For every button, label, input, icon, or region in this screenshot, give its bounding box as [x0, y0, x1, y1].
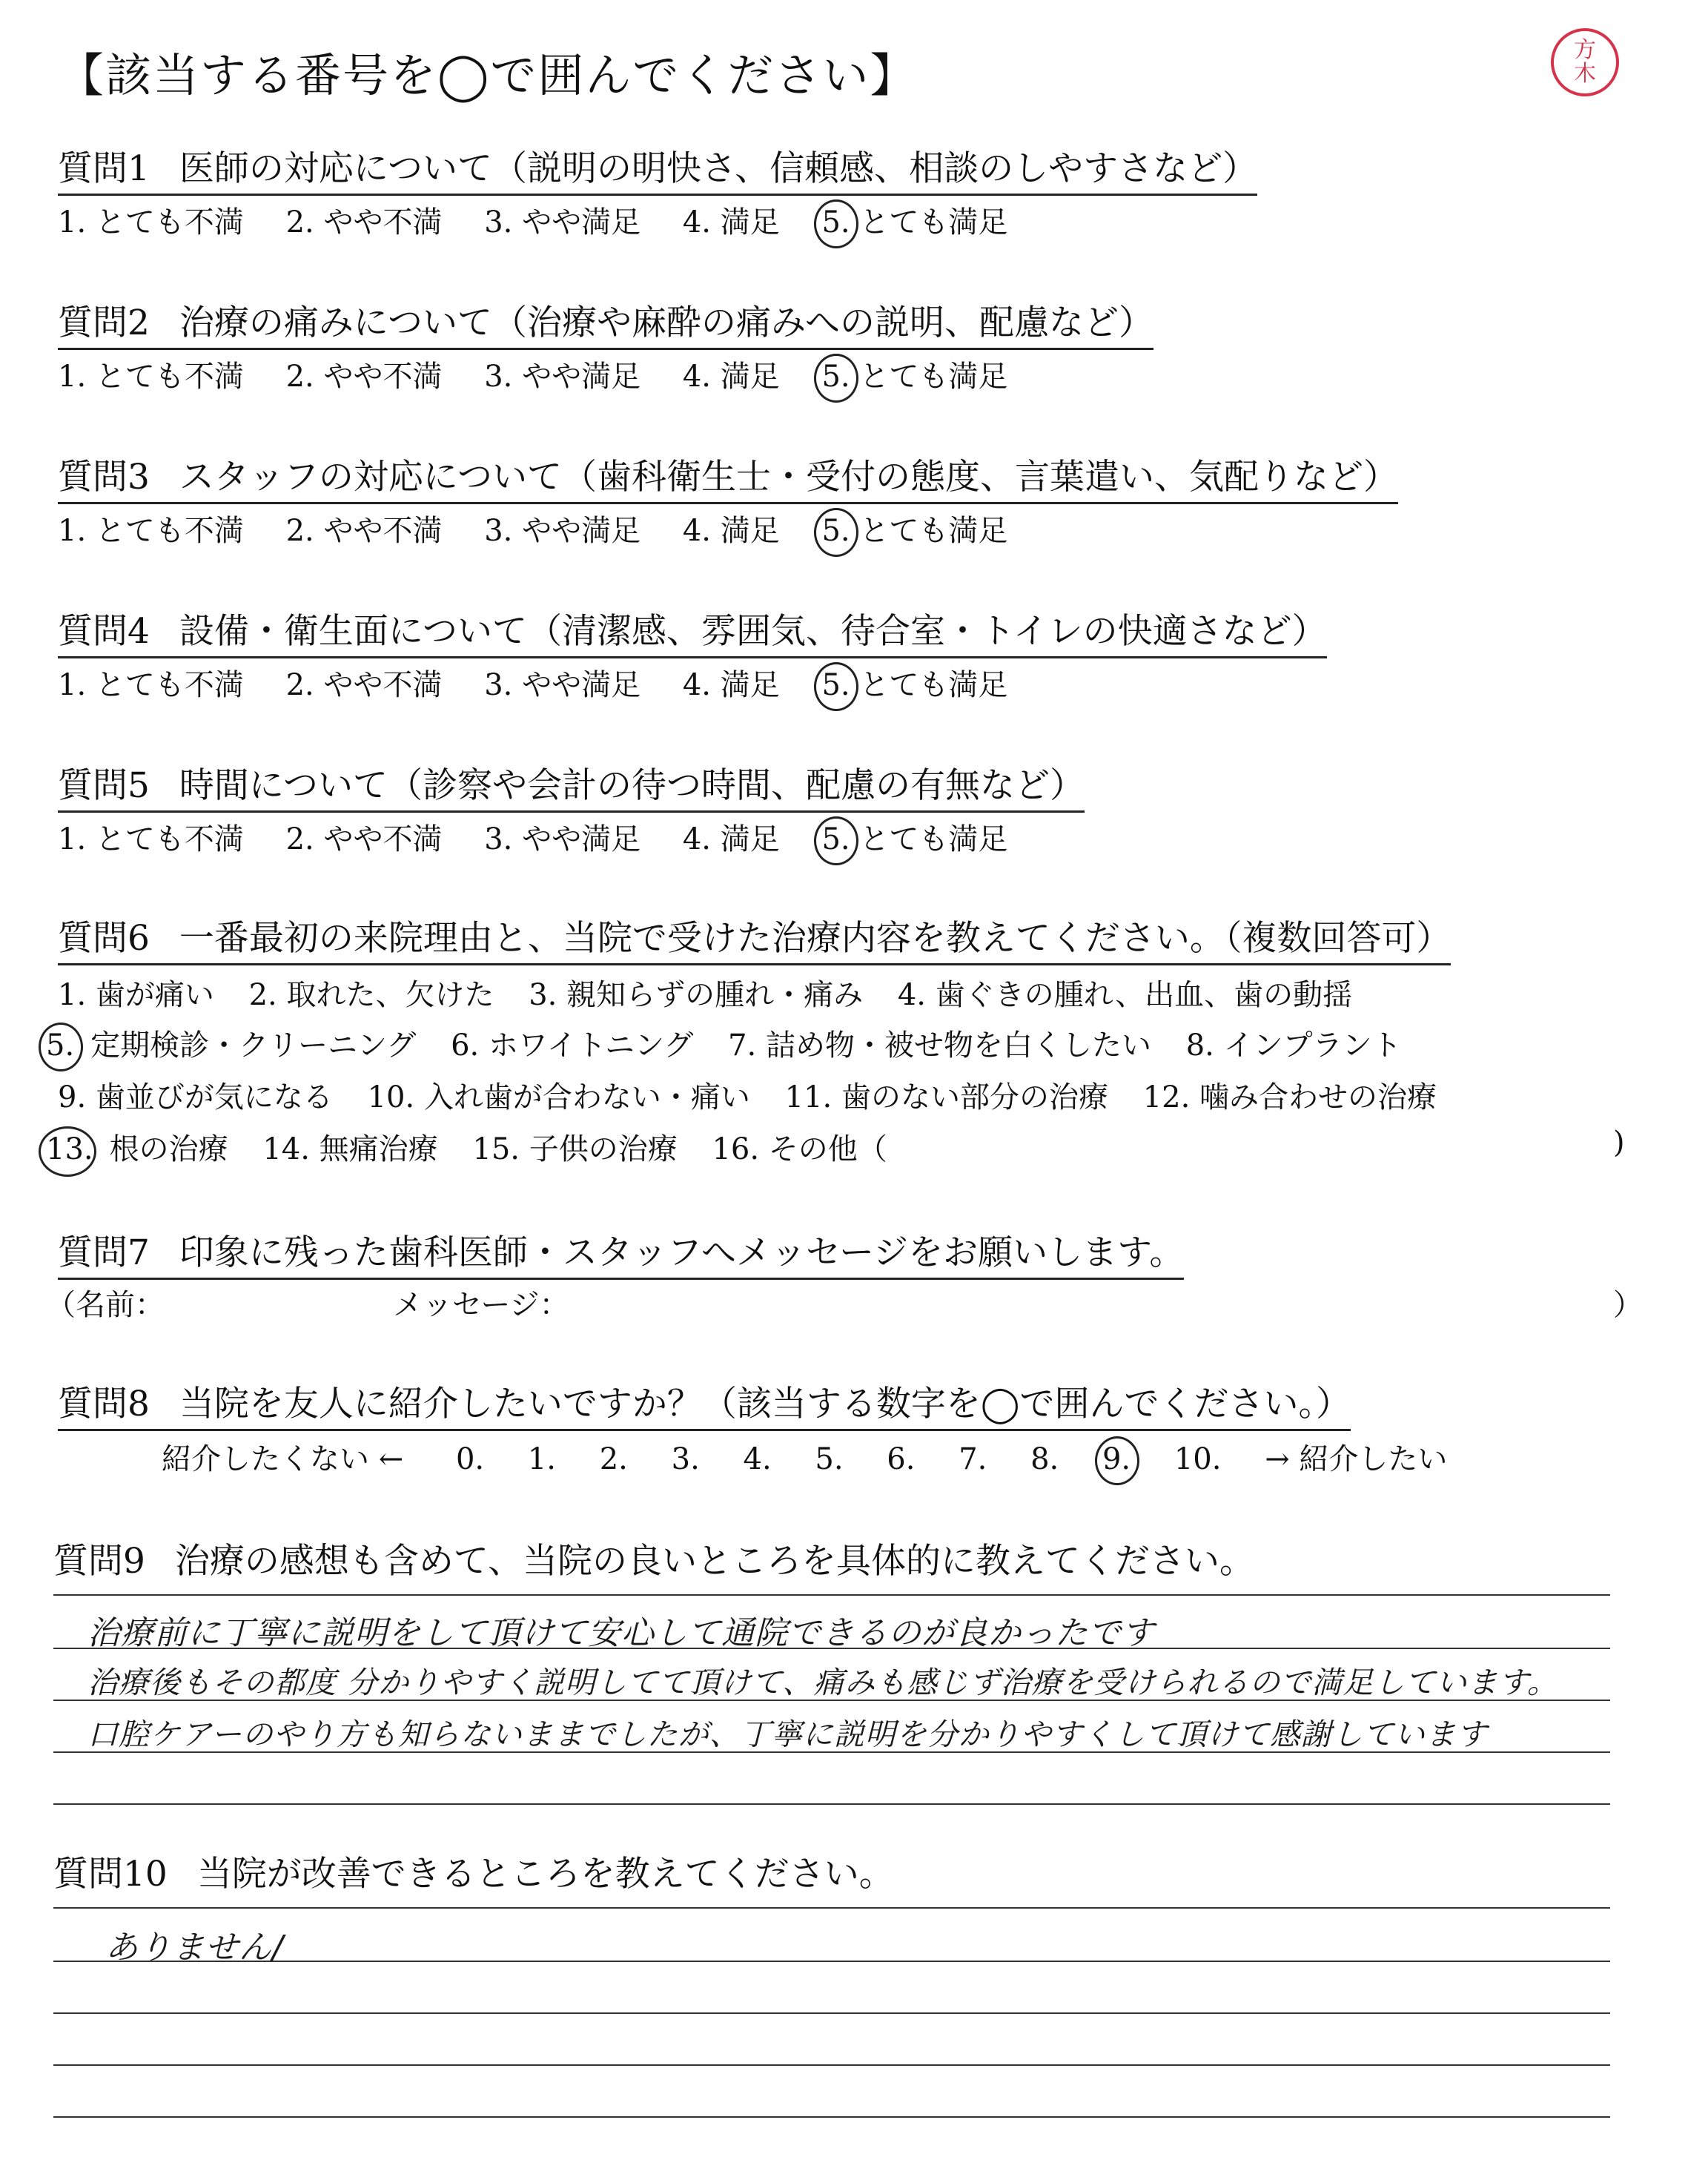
option-white-filling[interactable]: 7. 詰め物・被せ物を白くしたい: [728, 1028, 1151, 1063]
scale-left-label: 紹介したくない ←: [162, 1442, 404, 1476]
option-4[interactable]: 4. 満足: [682, 360, 780, 394]
handwritten-answer-line-1: 治療前に丁寧に説明をして頂けて安心して通院できるのが良かったです: [87, 1614, 1155, 1652]
handwritten-answer-line-3: 口腔ケアーのやり方も知らないままでしたが、丁寧に説明を分かりやすくして頂けて感謝しています: [87, 1717, 1488, 1752]
question-6-row-4: [46, 1126, 913, 1168]
option-1[interactable]: 1. とても不満: [58, 360, 244, 394]
option-1[interactable]: 1. とても不満: [58, 514, 244, 548]
question-5-options: [58, 816, 1040, 858]
answer-line: [53, 2012, 1610, 2014]
option-children[interactable]: 15. 子供の治療: [472, 1132, 678, 1166]
question-text: 時間について（診察や会計の待つ時間、配慮の有無など）: [179, 765, 1085, 806]
scale-10[interactable]: 10.: [1174, 1442, 1222, 1476]
message-label: メッセージ：: [393, 1288, 569, 1322]
question-3-options: [58, 507, 1040, 549]
scale-6[interactable]: 6.: [887, 1442, 916, 1476]
scale-8[interactable]: 8.: [1030, 1442, 1059, 1476]
answer-line: [53, 2116, 1610, 2118]
option-root-label: 根の治療: [109, 1132, 228, 1166]
question-2-options: [58, 353, 1040, 395]
question-6-row-2: [46, 1022, 1427, 1064]
question-number: 質問10: [53, 1854, 168, 1895]
question-6-row-1: [58, 971, 1377, 1014]
question-text: 治療の感想も含めて、当院の良いところを具体的に教えてください。: [174, 1541, 1254, 1582]
option-4[interactable]: 4. 満足: [682, 205, 780, 240]
option-4[interactable]: 4. 満足: [682, 668, 780, 702]
question-number: 質問8: [58, 1384, 150, 1424]
question-3-heading: [58, 449, 1398, 504]
option-4[interactable]: 4. 満足: [682, 822, 780, 856]
option-5-selected[interactable]: 5. とても満足: [821, 822, 1008, 856]
option-denture[interactable]: 10. 入れ歯が合わない・痛い: [367, 1080, 750, 1114]
scale-2[interactable]: 2.: [599, 1442, 628, 1476]
option-painless[interactable]: 14. 無痛治療: [262, 1132, 438, 1166]
question-text: 当院が改善できるところを教えてください。: [196, 1854, 894, 1895]
option-2[interactable]: 2. やや不満: [285, 360, 443, 394]
scale-3[interactable]: 3.: [671, 1442, 700, 1476]
option-1[interactable]: 1. とても不満: [58, 205, 244, 240]
option-broken[interactable]: 2. 取れた、欠けた: [248, 978, 494, 1012]
scale-1[interactable]: 1.: [527, 1442, 557, 1476]
recommend-scale: [162, 1436, 1481, 1478]
option-whitening[interactable]: 6. ホワイトニング: [451, 1028, 694, 1063]
question-number: 質問4: [58, 611, 150, 652]
message-close-paren: ）: [1613, 1288, 1643, 1322]
answer-line: [53, 1907, 1610, 1909]
question-text: スタッフの対応について（歯科衛生士・受付の態度、言葉遣い、気配りなど）: [179, 457, 1398, 498]
option-3[interactable]: 3. やや満足: [484, 822, 641, 856]
option-3[interactable]: 3. やや満足: [484, 360, 641, 394]
scale-0[interactable]: 0.: [455, 1442, 485, 1476]
question-text: 印象に残った歯科医師・スタッフへメッセージをお願いします。: [179, 1232, 1185, 1273]
option-13-selected[interactable]: 13.: [46, 1132, 93, 1166]
question-number: 質問6: [58, 918, 150, 959]
option-gum[interactable]: 4. 歯ぐきの腫れ、出血、歯の動揺: [897, 978, 1353, 1012]
answer-line: [53, 1803, 1610, 1805]
option-other-close-paren: ): [1613, 1126, 1625, 1160]
option-2[interactable]: 2. やや不満: [285, 514, 443, 548]
option-checkup-label: 定期検診・クリーニング: [90, 1028, 417, 1063]
question-8-heading: [58, 1376, 1351, 1431]
option-5-selected[interactable]: 5. とても満足: [821, 205, 1008, 240]
answer-line: [53, 1961, 1610, 1962]
option-3[interactable]: 3. やや満足: [484, 514, 641, 548]
question-number: 質問9: [53, 1541, 145, 1582]
answer-line: [53, 2064, 1610, 2066]
question-7-heading: [58, 1225, 1184, 1280]
question-1-options: [58, 199, 1040, 241]
option-1[interactable]: 1. とても不満: [58, 668, 244, 702]
option-alignment[interactable]: 9. 歯並びが気になる: [58, 1080, 333, 1114]
question-9-heading: [53, 1533, 1254, 1586]
option-missing-teeth[interactable]: 11. 歯のない部分の治療: [784, 1080, 1108, 1114]
page-title: 【該当する番号を◯で囲んでください】: [58, 48, 918, 102]
option-4[interactable]: 4. 満足: [682, 514, 780, 548]
option-2[interactable]: 2. やや不満: [285, 205, 443, 240]
question-number: 質問2: [58, 303, 150, 343]
question-text: 設備・衛生面について（清潔感、雰囲気、待合室・トイレの快適さなど）: [179, 611, 1327, 652]
seal-stamp: [1551, 28, 1619, 96]
question-5-heading: [58, 758, 1085, 813]
option-3[interactable]: 3. やや満足: [484, 205, 641, 240]
question-2-heading: [58, 295, 1153, 350]
option-5-selected[interactable]: 5. とても満足: [821, 514, 1008, 548]
handwritten-answer-line-2: 治療後もその都度 分かりやすく説明してて頂けて、痛みも感じず治療を受けられるので満足しています。: [87, 1665, 1558, 1700]
scale-9-selected[interactable]: 9.: [1102, 1442, 1131, 1476]
option-1[interactable]: 1. とても不満: [58, 822, 244, 856]
question-number: 質問7: [58, 1232, 150, 1273]
scale-right-label: → 紹介したい: [1265, 1442, 1448, 1476]
option-bite[interactable]: 12. 噛み合わせの治療: [1142, 1080, 1437, 1114]
question-text: 当院を友人に紹介したいですか？（該当する数字を◯で囲んでください。）: [179, 1384, 1351, 1424]
question-number: 質問5: [58, 765, 150, 806]
seal-char-2: 木: [1574, 61, 1596, 87]
option-other[interactable]: 16. その他（: [712, 1132, 887, 1166]
handwritten-improvement-answer: ありません/: [105, 1929, 284, 1966]
scale-5[interactable]: 5.: [815, 1442, 844, 1476]
question-text: 治療の痛みについて（治療や麻酔の痛みへの説明、配慮など）: [179, 303, 1154, 343]
option-2[interactable]: 2. やや不満: [285, 822, 443, 856]
question-6-heading: [58, 911, 1451, 965]
option-3[interactable]: 3. やや満足: [484, 668, 641, 702]
question-number: 質問3: [58, 457, 150, 498]
option-5-selected[interactable]: 5. とても満足: [821, 360, 1008, 394]
option-implant[interactable]: 8. インプラント: [1185, 1028, 1402, 1063]
question-10-heading: [53, 1846, 894, 1899]
name-label: （名前：: [46, 1288, 165, 1322]
option-2[interactable]: 2. やや不満: [285, 668, 443, 702]
question-4-options: [58, 661, 1040, 704]
seal-char-1: 方: [1574, 37, 1596, 63]
question-6-row-3: [58, 1074, 1462, 1116]
question-text: 医師の対応について（説明の明快さ、信頼感、相談のしやすさなど）: [179, 148, 1258, 189]
question-1-heading: [58, 141, 1257, 196]
option-toothache[interactable]: 1. 歯が痛い: [58, 978, 214, 1012]
question-text: 一番最初の来院理由と、当院で受けた治療内容を教えてください。（複数回答可）: [179, 918, 1452, 959]
scale-7[interactable]: 7.: [959, 1442, 987, 1476]
question-number: 質問1: [58, 148, 150, 189]
option-5-selected[interactable]: 5.: [46, 1028, 75, 1063]
question-4-heading: [58, 604, 1327, 658]
option-wisdom-tooth[interactable]: 3. 親知らずの腫れ・痛み: [529, 978, 864, 1012]
scale-4[interactable]: 4.: [743, 1442, 772, 1476]
answer-line: [53, 1594, 1610, 1596]
option-5-selected[interactable]: 5. とても満足: [821, 668, 1008, 702]
